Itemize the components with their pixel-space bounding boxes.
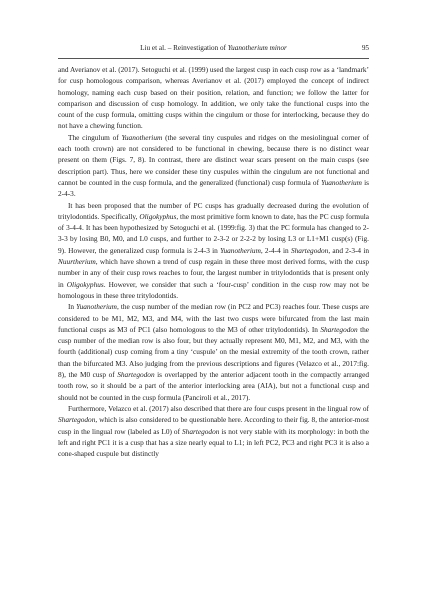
text-run: , the cusp number of the median row (in PC2 and PC3) reaches four. These cusps are considered to be M1, M2, M3, and M4, with the last two cusps were bifurcated from the last main functional cusps as M3 of PC1 (also homologous to the M3 of other tritylodontids). In [58, 302, 369, 334]
text-run: , 2-4-4 in [260, 245, 291, 255]
text-run: , and 2-3-4 in [328, 245, 370, 255]
text-run: It has been proposed that the number of PC cusps has gradually decreased during the evolution of tritylodontids. Specifically, [58, 200, 369, 221]
taxon-name: Yuanotherium [220, 245, 261, 255]
page-number: 95 [361, 44, 369, 52]
paragraph-3 [58, 200, 369, 302]
taxon-name: Shartegodon [58, 415, 96, 425]
text-run: , which have shown a trend of cusp regain in these three most derived forms, with the cusp number in any of their cusp rows reaches to four, the largest number in tritylodontids that is present only in [58, 257, 369, 289]
paragraph-4 [58, 301, 369, 403]
running-title-taxon: Yuanotherium minor [227, 44, 287, 52]
text-run: The cingulum of [68, 132, 122, 142]
body-text [58, 64, 369, 459]
running-title-text: Liu et al. – Reinvestigation of [140, 44, 228, 52]
taxon-name: Shartegodon [320, 324, 358, 334]
running-header [58, 44, 369, 58]
text-run: , which is also considered to be questionable here. According to their fig. 8, the anterior-most cusp in the lingual row (labeled as L0) of [58, 415, 369, 436]
taxon-name: Oligokyphus [66, 279, 104, 289]
paragraph-2 [58, 132, 369, 200]
paragraph-1 [58, 64, 369, 132]
taxon-name: Yuanotherium [76, 302, 117, 312]
text-run: . However, we consider that such a ‘four-cusp’ condition in the cusp row may not be homologous in these three tritylodontids. [58, 279, 369, 300]
header-rule [58, 58, 369, 59]
text-run: and Averianov et al. (2017). Setoguchi et al. (1999) used the largest cusp in each cusp row as a ‘landmark’ for cusp homologous comparison, whereas Averianov et al. (2017) employed the concept of indirect homology, naming each cusp based on their position, relation, and function; we follow the latter for comparison and discussion of cusp homology. In addition, we only take the functional cusps into the count of the cusp formula, omitting cusps within the cingulum or those for interlocking, because they do not have a chewing function. [58, 65, 369, 131]
text-run: is overlapped by the anterior adjacent tooth in the compactly arranged tooth row, so it should be a part of the anterior interlocking area (AIA), but not a functional cusp and should not be counted in the cusp formula (Panciroli et al., 2017). [58, 370, 369, 402]
text-run: In [68, 302, 77, 312]
taxon-name: Shartegodon [182, 426, 220, 436]
taxon-name: Shartegodon [290, 245, 329, 255]
taxon-name: Shartegodon [117, 370, 155, 380]
text-run: is 2-4-3. [58, 177, 369, 199]
taxon-name: Nuurtherium [58, 257, 96, 267]
text-run: is not very stable with its morphology: in both the left and right PC1 it is a cusp that has a size nearly equal to L1; in left PC2, PC3 and right PC3 it is also a cone-shaped cuspule but distinctly [58, 426, 369, 459]
text-run: (the several tiny cuspules and ridges on the mesiolingual corner of each tooth crown) are not considered to be functional in chewing, because there is no distinct wear present on them (Figs. 7, 8). In contrast, there are distinct wear scars present on the main cusps (see description part). Thus, here we consider these tiny cuspules within the cingulum are not functional and cannot be counted in the cusp formula, and the generalized (functional) cusp formula of [58, 132, 369, 187]
taxon-name: Yuanotherium [121, 132, 163, 142]
text-run: the cusp number of the median row is also four, but they actually represent M0, M1, M2, and M3, with the fourth (additional) cusp coming from a tiny ‘cuspule’ on the mesial extremity of the tooth crown, rather than the bifurcated M3. Also judging from the previous descriptions and figures (Velazco et al., 2017:fig. 8), the M0 cusp of [58, 324, 369, 380]
paragraph-5 [58, 403, 369, 459]
running-title [58, 44, 369, 52]
taxon-name: Yuanotherium [321, 177, 362, 187]
taxon-name: Oligokyphus [139, 211, 177, 221]
text-run: Furthermore, Velazco et al. (2017) also described that there are four cusps present in the lingual row of [68, 403, 369, 413]
text-run: , the most primitive form known to date, has the PC cusp formula of 3-4-4. It has been hypothesized by Setoguchi et al. (1999:fig. 3) that the PC formula has changed to 2-3-3 by losing B0, M0, and L0 cusps, and further to 2-3-2 or 2-2-2 by losing L3 or L1+M1 cusp(s) (Fig. 9). However, the generalized cusp formula is 2-4-3 in [58, 211, 369, 255]
